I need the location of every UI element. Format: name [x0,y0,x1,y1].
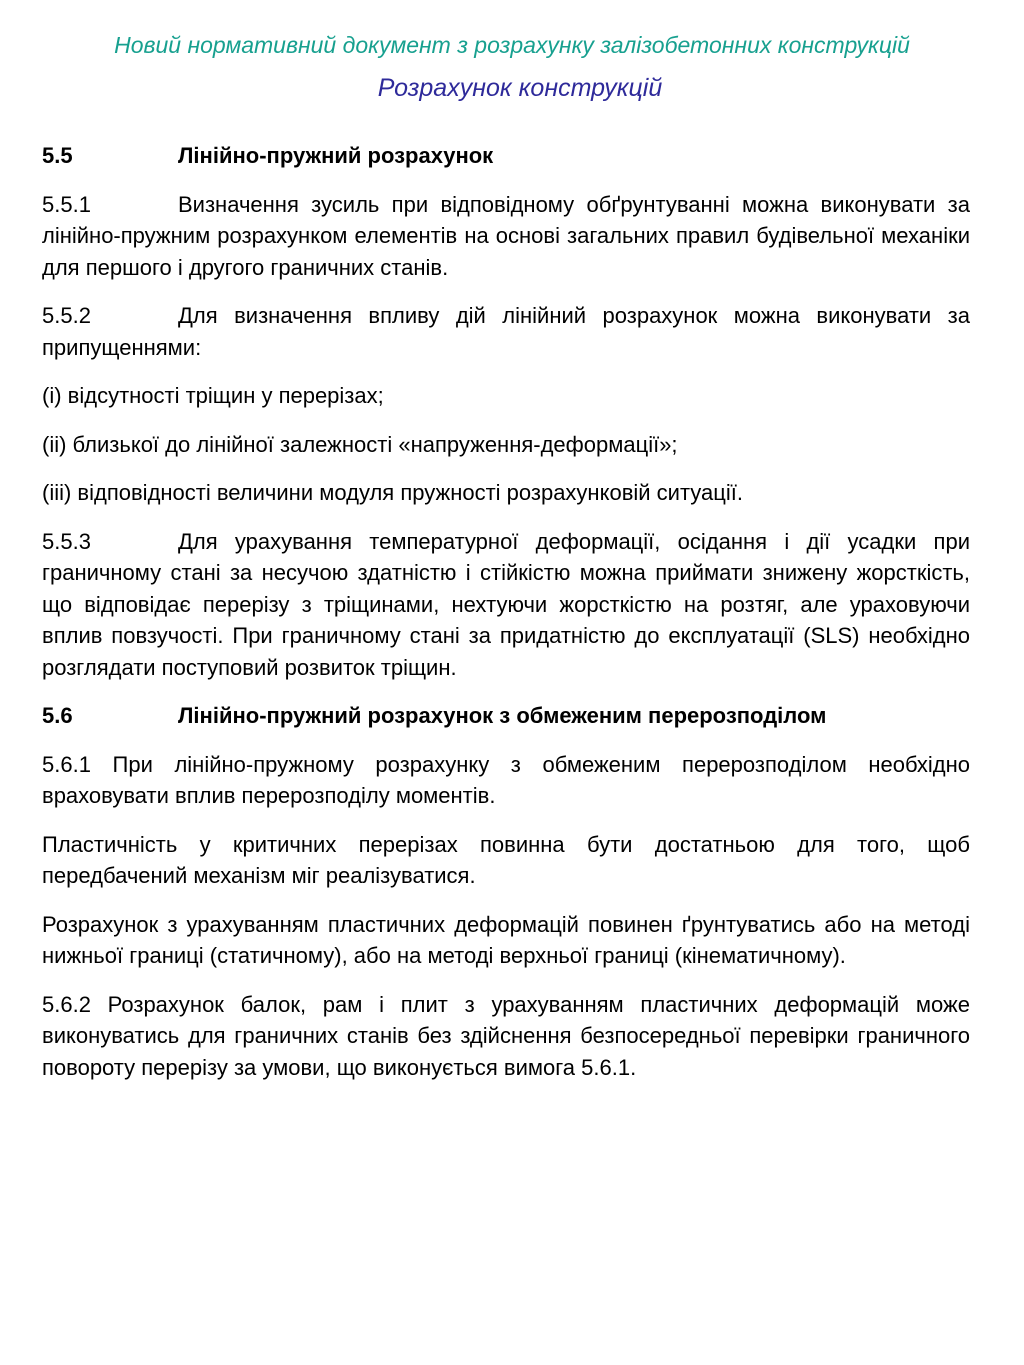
clause-number: 5.5.1 [42,191,91,217]
assumption-item: (i) відсутності тріщин у перерізах; [42,383,384,408]
paragraph-5-6-2: 5.6.2 Розрахунок балок, рам і плит з урахуванням пластичних деформацій може виконуватись для граничних станів без здійснення безпосередньої перевірки граничного повороту перерізу за умови, що виконується вимога 5.6.1. [42,991,970,1080]
paragraph-plastic-calculation: Розрахунок з урахуванням пластичних деформацій повинен ґрунтуватись або на методі нижньої границі (статичному), або на методі верхньої границі (кінематичному). [42,911,970,968]
clause-5-5-3 [42,526,970,684]
paragraph-5-6-1: 5.6.1 При лінійно-пружному розрахунку з обмеженим перерозподілом необхідно враховувати вплив перерозподілу моментів. [42,751,970,808]
document-body [42,140,970,1100]
document-title: Розрахунок конструкцій [377,74,663,102]
paragraph-plasticity: Пластичність у критичних перерізах повинна бути достатньою для того, щоб передбачений механізм міг реалізуватися. [42,831,970,888]
section-heading-5-5 [42,140,970,172]
document-subtitle: Новий нормативний документ з розрахунку залізобетонних конструкцій [114,32,910,58]
clause-number: 5.5.3 [42,528,91,554]
clause-text: Для визначення впливу дій лінійний розрахунок можна виконувати за припущеннями: [42,303,970,360]
clause-5-5-2 [42,300,970,363]
clause-text: Визначення зусиль при відповідному обґрунтуванні можна виконувати за лінійно-пружним розрахунком елементів на основі загальних правил будівельної механіки для першого і другого граничних станів. [42,191,970,280]
clause-number: 5.5.2 [42,303,91,328]
assumption-item: (iii) відповідності величини модуля пружності розрахунковій ситуації. [42,480,743,505]
section-title: Лінійно-пружний розрахунок з обмеженим перерозподілом [178,703,827,728]
section-number: 5.6 [42,703,73,728]
assumption-item: (ii) близької до лінійної залежності «напруження-деформації»; [42,431,678,457]
clause-text: Для урахування температурної деформації, осідання і дії усадки при граничному стані за несучою здатністю і стійкістю можна приймати знижену жорсткість, що відповідає перерізу з тріщинами, нехтуючи жорсткістю на розтяг, але ураховуючи вплив повзучості. При граничному стані за придатністю до експлуатації (SLS) необхідно розглядати поступовий розвиток тріщин. [42,528,970,680]
clause-5-5-1 [42,189,970,284]
section-heading-5-6 [42,700,970,732]
section-title: Лінійно-пружний розрахунок [178,143,494,168]
section-number: 5.5 [42,143,73,168]
